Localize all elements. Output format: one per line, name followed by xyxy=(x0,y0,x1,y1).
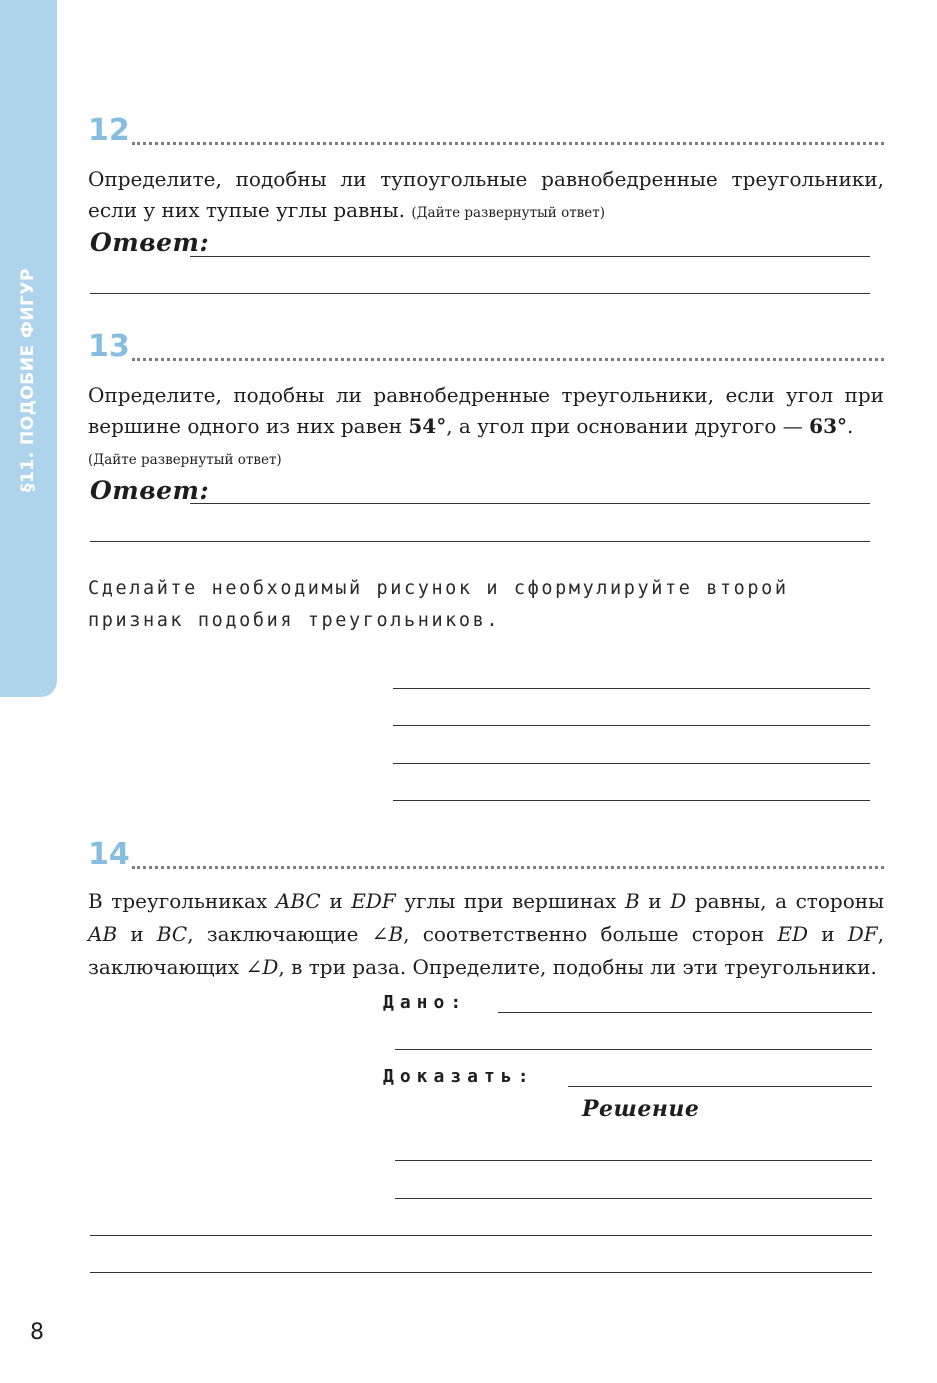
side-tab-label: §11. ПОДОБИЕ ФИГУР xyxy=(18,267,38,493)
solution-line[interactable] xyxy=(395,1198,872,1199)
variable-name: BC xyxy=(156,922,188,946)
variable-name: D xyxy=(670,889,687,913)
answer-line[interactable] xyxy=(90,293,870,294)
drawing-line[interactable] xyxy=(393,725,870,726)
variable-name: B xyxy=(624,889,640,913)
given-line[interactable] xyxy=(395,1049,872,1050)
variable-name: ABC xyxy=(275,889,321,913)
side-tab xyxy=(0,0,57,697)
text-segment: , в три раза. Определите, подобны ли эти треугольники. xyxy=(278,955,877,979)
task-12-text: Определите, подобны ли тупоугольные равнобедренные треугольники, если у них тупые углы равны. xyxy=(88,167,884,222)
text-segment: углы при вершинах xyxy=(395,889,625,913)
task-13-text-part2: , а угол при основании другого — xyxy=(446,414,810,438)
task-13-text-part1: Определите, подобны ли равнобедренные треугольники, если угол при вершине одного из них равен xyxy=(88,383,884,438)
dotted-leader xyxy=(132,866,884,869)
text-segment: и xyxy=(639,889,671,913)
task-12-question xyxy=(88,164,884,229)
text-segment: , заключающие ∠ xyxy=(187,922,389,946)
page-number: 8 xyxy=(30,1320,44,1345)
answer-line[interactable] xyxy=(190,503,870,504)
solution-line[interactable] xyxy=(90,1272,872,1273)
task-14-question xyxy=(88,885,884,984)
task-12-answer-label: Ответ: xyxy=(90,228,210,257)
drawing-line[interactable] xyxy=(393,688,870,689)
text-segment: и xyxy=(320,889,352,913)
task-13-number: 13 xyxy=(88,329,130,364)
variable-name: DF xyxy=(847,922,878,946)
text-segment: и xyxy=(117,922,157,946)
dotted-leader xyxy=(132,142,884,145)
prove-line[interactable] xyxy=(568,1086,872,1087)
drawing-line[interactable] xyxy=(393,800,870,801)
task-13-note: (Дайте развернутый ответ) xyxy=(88,452,282,468)
task-13-text-part3: . xyxy=(847,414,854,438)
task-13-header xyxy=(88,330,884,364)
task-12-note: (Дайте развернутый ответ) xyxy=(411,205,605,221)
task-12-header xyxy=(88,114,884,148)
given-label: Дано: xyxy=(383,992,468,1013)
solution-line[interactable] xyxy=(395,1160,872,1161)
task-13-angle1: 54° xyxy=(408,414,447,438)
answer-line[interactable] xyxy=(190,256,870,257)
task-14-number: 14 xyxy=(88,837,130,872)
task-13-answer-label: Ответ: xyxy=(90,476,210,505)
text-segment: равны, а стороны xyxy=(686,889,885,913)
variable-name: B xyxy=(388,922,404,946)
text-segment: и xyxy=(808,922,848,946)
task-13-question xyxy=(88,380,884,476)
dotted-leader xyxy=(132,358,884,361)
given-line[interactable] xyxy=(498,1012,872,1013)
text-segment: В треугольниках xyxy=(88,889,276,913)
variable-name: D xyxy=(262,955,279,979)
instruction-text: Сделайте необходимый рисунок и сформулируйте второй признак подобия треугольников. xyxy=(88,578,789,631)
task-12-number: 12 xyxy=(88,113,130,148)
variable-name: AB xyxy=(88,922,118,946)
variable-name: ED xyxy=(777,922,809,946)
text-segment: , соответственно больше сторон xyxy=(403,922,778,946)
variable-name: EDF xyxy=(351,889,396,913)
answer-line[interactable] xyxy=(90,541,870,542)
solution-label: Решение xyxy=(582,1096,700,1122)
drawing-line[interactable] xyxy=(393,763,870,764)
prove-label: Доказать: xyxy=(383,1066,535,1087)
task-14-header xyxy=(88,838,884,872)
text-segment: , заключающих ∠ xyxy=(88,922,884,979)
task-13-angle2: 63° xyxy=(809,414,847,438)
solution-line[interactable] xyxy=(90,1235,872,1236)
